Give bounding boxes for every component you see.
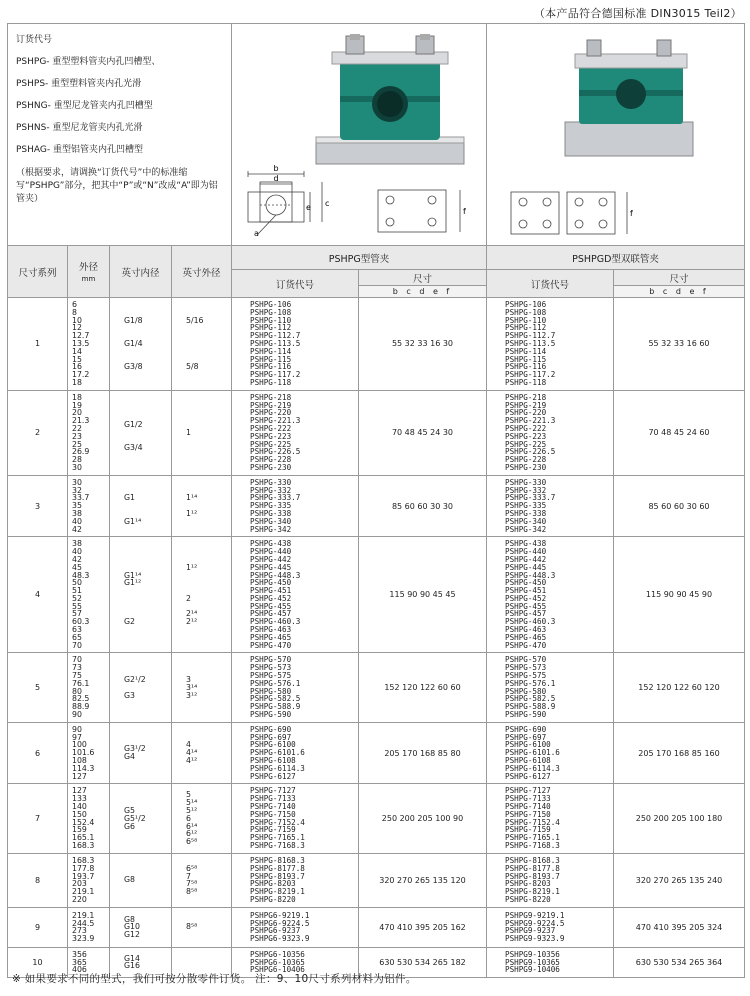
col-order-code: 订货代号 (232, 270, 359, 298)
dimensions-cell: 115 90 90 45 45 (359, 537, 487, 653)
group-pshpg: PSHPG型管夹 (232, 246, 487, 270)
inch-od-cell: 4 4¹⁴ 4¹² (172, 722, 232, 784)
dim-label-e: e (306, 203, 311, 212)
dimensions-2-cell: 85 60 60 30 60 (614, 475, 745, 537)
order-item: PSHAG- 重型铝管夹内孔凹槽型 (16, 145, 143, 155)
od-cell: 30 32 33.7 35 38 40 42 (68, 475, 110, 537)
dimensions-cell: 152 120 122 60 60 (359, 653, 487, 722)
order-codes-2-cell: PSHPG-7127 PSHPG-7133 PSHPG-7140 PSHPG-7150 PSHPG-7152.4 PSHPG-7159 PSHPG-7165.1 PSHPG-7168.3 (487, 784, 614, 853)
od-cell: 168.3 177.8 193.7 203 219.1 220 (68, 853, 110, 907)
dimensions-2-cell: 115 90 90 45 90 (614, 537, 745, 653)
order-codes-2-cell: PSHPG-8168.3 PSHPG-8177.8 PSHPG-8193.7 PSHPG-8203 PSHPG-8219.1 PSHPG-8220 (487, 853, 614, 907)
col-od-label: 外径 (78, 262, 98, 273)
dimensions-cell: 630 530 534 265 182 (359, 947, 487, 977)
order-codes-2-cell: PSHPG-218 PSHPG-219 PSHPG-220 PSHPG-221.3 PSHPG-222 PSHPG-223 PSHPG-225 PSHPG-226.5 PSHPG-228 PSHPG-230 (487, 390, 614, 475)
inch-id-cell: G5 G5¹/2 G6 (110, 784, 172, 853)
inch-od-cell: 1¹⁴ 1¹² (172, 475, 232, 537)
order-codes-2-cell: PSHPG-438 PSHPG-440 PSHPG-442 PSHPG-445 PSHPG-448.3 PSHPG-450 PSHPG-451 PSHPG-452 PSHPG-455 PSHPG-457 PSHPG-460.3 PSHPG-463 PSHPG-465 PSHPG-470 (487, 537, 614, 653)
order-codes-cell: PSHPG6-10356 PSHPG6-10365 PSHPG6-10406 (232, 947, 359, 977)
inch-od-cell: 5 5¹⁴ 5¹² 6 6¹⁴ 6¹² 6⁵⁸ (172, 784, 232, 853)
single-clamp-figure (232, 24, 487, 246)
series-cell: 8 (8, 853, 68, 907)
dimensions-cell: 70 48 45 24 30 (359, 390, 487, 475)
col-od (68, 246, 110, 298)
table-row (8, 853, 745, 907)
spec-table (7, 23, 745, 978)
dim-letters: b c d e f (359, 286, 487, 298)
inch-id-cell: G1/2 G3/4 (110, 390, 172, 475)
inch-id-cell: G14 G16 (110, 947, 172, 977)
series-cell: 1 (8, 298, 68, 391)
group-pshpgd: PSHPGD型双联管夹 (487, 246, 745, 270)
dim-label-b: b (273, 164, 279, 173)
dimensions-cell: 470 410 395 205 162 (359, 907, 487, 947)
standard-note: （本产品符合德国标准 DIN3015 Teil2） (533, 7, 742, 20)
table-row (8, 298, 745, 391)
dimensions-2-cell: 152 120 122 60 120 (614, 653, 745, 722)
order-codes-2-cell: PSHPG-690 PSHPG-697 PSHPG-6100 PSHPG-6101.6 PSHPG-6108 PSHPG-6114.3 PSHPG-6127 (487, 722, 614, 784)
order-codes-2-cell: PSHPG9-10356 PSHPG9-10365 PSHPG9-10406 (487, 947, 614, 977)
dim-label-d: d (273, 174, 279, 183)
table-row (8, 907, 745, 947)
od-cell: 90 97 100 101.6 108 114.3 127 (68, 722, 110, 784)
twin-clamp-figure (487, 24, 745, 246)
order-item: PSHNS- 重型尼龙管夹内孔光滑 (16, 123, 143, 133)
order-code-box (8, 24, 232, 246)
order-codes-cell: PSHPG-330 PSHPG-332 PSHPG-333.7 PSHPG-335 PSHPG-338 PSHPG-340 PSHPG-342 (232, 475, 359, 537)
inch-id-cell: G1/8 G1/4 G3/8 (110, 298, 172, 391)
dim-label-f2: f (630, 209, 633, 218)
dimensions-cell: 85 60 60 30 30 (359, 475, 487, 537)
col-dimension-2: 尺寸 (614, 270, 745, 286)
order-note: （根据要求，请调换“订货代号”中的标准缩写“PSHPG”部分，把其中“P”或“N”改成“A”即为铝管夹） (16, 168, 218, 204)
col-inch-od: 英寸外径 (172, 246, 232, 298)
dimensions-cell: 320 270 265 135 120 (359, 853, 487, 907)
order-item: PSHNG- 重型尼龙管夹内孔凹槽型 (16, 101, 153, 111)
twin-clamp-drawing (487, 24, 745, 244)
dimensions-2-cell: 55 32 33 16 60 (614, 298, 745, 391)
order-codes-cell: PSHPG6-9219.1 PSHPG6-9224.5 PSHPG6-9237 PSHPG6-9323.9 (232, 907, 359, 947)
order-codes-2-cell: PSHPG-330 PSHPG-332 PSHPG-333.7 PSHPG-335 PSHPG-338 PSHPG-340 PSHPG-342 (487, 475, 614, 537)
dim-label-f: f (463, 207, 466, 216)
od-cell: 70 73 75 76.1 80 82.5 88.9 90 (68, 653, 110, 722)
footer-note: ※ 如果要求不同的型式，我们可按分散零件订货。 注：9、10尺寸系列材料为铝件。 (12, 973, 417, 985)
od-cell: 356 365 406 (68, 947, 110, 977)
order-codes-cell: PSHPG-438 PSHPG-440 PSHPG-442 PSHPG-445 PSHPG-448.3 PSHPG-450 PSHPG-451 PSHPG-452 PSHPG-455 PSHPG-457 PSHPG-460.3 PSHPG-463 PSHPG-465 PSHPG-470 (232, 537, 359, 653)
od-cell: 6 8 10 12 12.7 13.5 14 15 16 17.2 18 (68, 298, 110, 391)
order-item: PSHPS- 重型塑料管夹内孔光滑 (16, 79, 142, 89)
dimensions-2-cell: 70 48 45 24 60 (614, 390, 745, 475)
order-codes-cell: PSHPG-570 PSHPG-573 PSHPG-575 PSHPG-576.1 PSHPG-580 PSHPG-582.5 PSHPG-588.9 PSHPG-590 (232, 653, 359, 722)
od-cell: 127 133 140 150 152.4 159 165.1 168.3 (68, 784, 110, 853)
inch-id-cell: G2¹/2 G3 (110, 653, 172, 722)
order-item: PSHPG- 重型塑料管夹内孔凹槽型、 (16, 57, 161, 67)
table-row (8, 722, 745, 784)
dimensions-2-cell: 470 410 395 205 324 (614, 907, 745, 947)
order-codes-cell: PSHPG-8168.3 PSHPG-8177.8 PSHPG-8193.7 PSHPG-8203 PSHPG-8219.1 PSHPG-8220 (232, 853, 359, 907)
inch-od-cell: 8⁵⁸ (172, 907, 232, 947)
inch-od-cell: 1 (172, 390, 232, 475)
col-dimension: 尺寸 (359, 270, 487, 286)
col-size-series: 尺寸系列 (8, 246, 68, 298)
inch-id-cell: G3¹/2 G4 (110, 722, 172, 784)
dimensions-2-cell: 630 530 534 265 364 (614, 947, 745, 977)
inch-od-cell: 3 3¹⁴ 3¹² (172, 653, 232, 722)
dimensions-2-cell: 320 270 265 135 240 (614, 853, 745, 907)
order-codes-2-cell: PSHPG-570 PSHPG-573 PSHPG-575 PSHPG-576.1 PSHPG-580 PSHPG-582.5 PSHPG-588.9 PSHPG-590 (487, 653, 614, 722)
inch-id-cell: G8 (110, 853, 172, 907)
table-row (8, 537, 745, 653)
col-order-code-2: 订货代号 (487, 270, 614, 298)
dimensions-cell: 250 200 205 100 90 (359, 784, 487, 853)
table-row (8, 653, 745, 722)
series-cell: 9 (8, 907, 68, 947)
order-codes-2-cell: PSHPG-106 PSHPG-108 PSHPG-110 PSHPG-112 PSHPG-112.7 PSHPG-113.5 PSHPG-114 PSHPG-115 PSHPG-116 PSHPG-117.2 PSHPG-118 (487, 298, 614, 391)
inch-id-cell: G8 G10 G12 (110, 907, 172, 947)
order-codes-2-cell: PSHPG9-9219.1 PSHPG9-9224.5 PSHPG9-9237 PSHPG9-9323.9 (487, 907, 614, 947)
col-od-unit: mm (81, 275, 96, 283)
order-codes-cell: PSHPG-690 PSHPG-697 PSHPG-6100 PSHPG-6101.6 PSHPG-6108 PSHPG-6114.3 PSHPG-6127 (232, 722, 359, 784)
series-cell: 2 (8, 390, 68, 475)
inch-id-cell: G1 G1¹⁴ (110, 475, 172, 537)
od-cell: 18 19 20 21.3 22 23 25 26.9 28 30 (68, 390, 110, 475)
table-row (8, 390, 745, 475)
inch-id-cell: G1¹⁴ G1¹² G2 (110, 537, 172, 653)
series-cell: 4 (8, 537, 68, 653)
order-title: 订货代号 (16, 35, 53, 45)
table-row (8, 475, 745, 537)
order-codes-cell: PSHPG-218 PSHPG-219 PSHPG-220 PSHPG-221.3 PSHPG-222 PSHPG-223 PSHPG-225 PSHPG-226.5 PSHPG-228 PSHPG-230 (232, 390, 359, 475)
inch-od-cell: 6⁵⁸ 7 7⁵⁸ 8⁵⁸ (172, 853, 232, 907)
inch-od-cell: 5/16 5/8 (172, 298, 232, 391)
series-cell: 7 (8, 784, 68, 853)
dimensions-cell: 205 170 168 85 80 (359, 722, 487, 784)
series-cell: 6 (8, 722, 68, 784)
dimensions-cell: 55 32 33 16 30 (359, 298, 487, 391)
single-clamp-drawing (232, 24, 487, 244)
order-codes-cell: PSHPG-106 PSHPG-108 PSHPG-110 PSHPG-112 PSHPG-112.7 PSHPG-113.5 PSHPG-114 PSHPG-115 PSHPG-116 PSHPG-117.2 PSHPG-118 (232, 298, 359, 391)
col-inch-id: 英寸内径 (110, 246, 172, 298)
dim-label-c: c (325, 199, 330, 208)
series-cell: 3 (8, 475, 68, 537)
order-codes-cell: PSHPG-7127 PSHPG-7133 PSHPG-7140 PSHPG-7150 PSHPG-7152.4 PSHPG-7159 PSHPG-7165.1 PSHPG-7168.3 (232, 784, 359, 853)
dimensions-2-cell: 250 200 205 100 180 (614, 784, 745, 853)
series-cell: 10 (8, 947, 68, 977)
od-cell: 38 40 42 45 48.3 50 51 52 55 57 60.3 63 65 70 (68, 537, 110, 653)
series-cell: 5 (8, 653, 68, 722)
table-row (8, 784, 745, 853)
inch-od-cell: 1¹² 2 2¹⁴ 2¹² (172, 537, 232, 653)
dim-letters-2: b c d e f (614, 286, 745, 298)
dim-label-a: a (254, 229, 259, 238)
dimensions-2-cell: 205 170 168 85 160 (614, 722, 745, 784)
od-cell: 219.1 244.5 273 323.9 (68, 907, 110, 947)
